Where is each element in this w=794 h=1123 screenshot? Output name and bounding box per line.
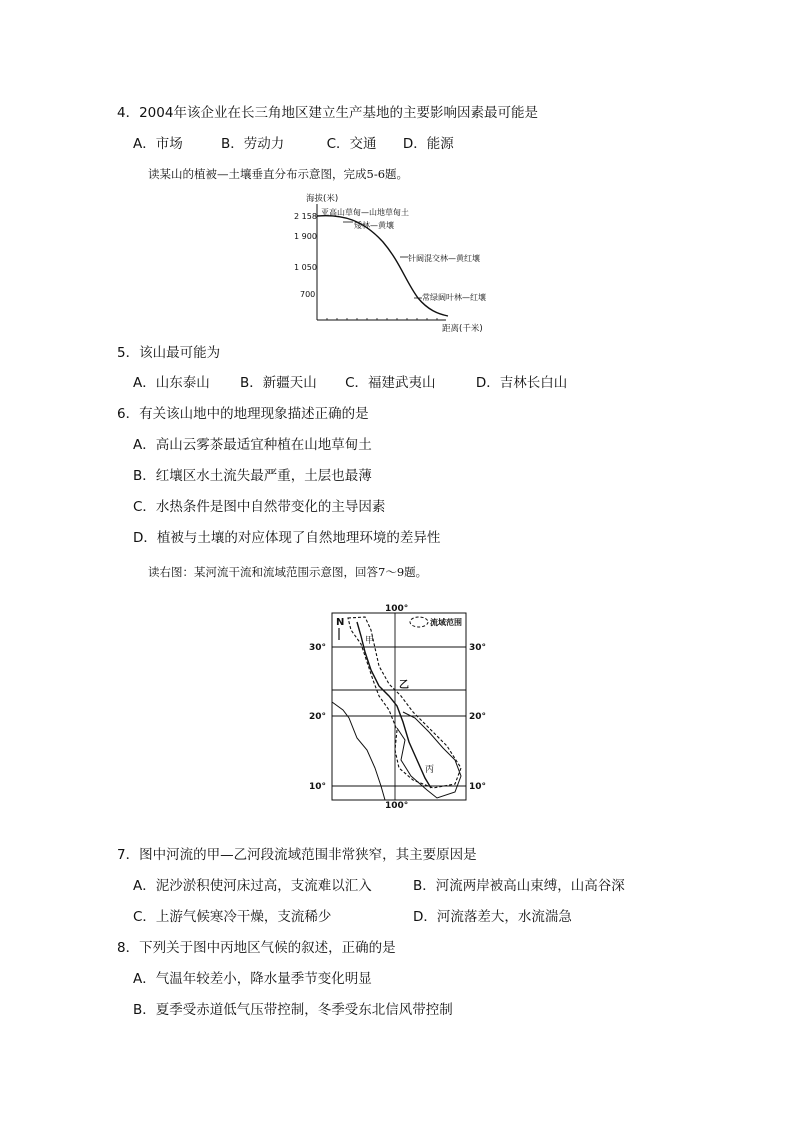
- place-jia: 甲: [365, 636, 375, 646]
- question-8-option-b: B．夏季受赤道低气压带控制，冬季受东北信风带控制: [133, 1002, 453, 1018]
- option-c: C．福建武夷山: [345, 375, 436, 391]
- lead-text-5-6: 读某山的植被—土壤垂直分布示意图，完成5-6题。: [148, 167, 409, 181]
- question-7-option-a: A．泥沙淤积使河床过高，支流难以汇入: [133, 878, 372, 894]
- question-8-stem: 8．下列关于图中丙地区气候的叙述，正确的是: [117, 940, 396, 956]
- zone-dwarf-forest: 矮林—黄壤: [354, 221, 394, 230]
- north-arrow-label: N: [336, 617, 345, 628]
- lead-text-7-9: 读右图：某河流干流和流域范围示意图，回答7～9题。: [148, 565, 428, 579]
- question-6-option-a: A．高山云雾茶最适宜种植在山地草甸土: [133, 437, 372, 453]
- tick-1050: 1 050: [294, 263, 317, 272]
- zone-evergreen-forest: 常绿阔叶林—红壤: [422, 293, 486, 302]
- question-8-option-a: A．气温年较差小，降水量季节变化明显: [133, 971, 372, 987]
- tick-700: 700: [300, 290, 316, 299]
- zone-subalpine-meadow: 亚高山草甸—山地草甸土: [321, 208, 409, 217]
- vegetation-soil-profile-figure: [288, 190, 498, 335]
- option-b: B．劳动力: [221, 136, 285, 152]
- lat-label-20-left: 20°: [309, 712, 327, 722]
- place-bing: 丙: [425, 765, 435, 775]
- option-d: D．吉林长白山: [475, 375, 568, 391]
- question-4-options: [133, 135, 454, 153]
- question-7-option-d: D．河流落差大，水流湍急: [413, 909, 572, 925]
- question-6-option-d: D．植被与土壤的对应体现了自然地理环境的差异性: [133, 530, 441, 546]
- option-c: C．交通: [326, 136, 377, 152]
- x-axis-label: 距离(千米): [442, 324, 483, 334]
- option-d: D．能源: [402, 136, 454, 152]
- question-5-options: [133, 374, 567, 392]
- question-6-stem: 6．有关该山地中的地理现象描述正确的是: [117, 406, 369, 422]
- lat-label-10-right: 10°: [469, 782, 487, 792]
- tick-1900: 1 900: [294, 232, 317, 241]
- question-7-option-b: B．河流两岸被高山束缚，山高谷深: [413, 878, 625, 894]
- option-a: A．市场: [133, 136, 183, 152]
- question-7-stem: 7．图中河流的甲—乙河段流域范围非常狭窄，其主要原因是: [117, 847, 477, 863]
- legend-label: 流域范围: [430, 618, 462, 627]
- lat-label-30-left: 30°: [309, 643, 327, 653]
- zone-mixed-forest: 针阔混交林—黄红壤: [408, 254, 480, 263]
- lat-label-20-right: 20°: [469, 712, 487, 722]
- map-frame: [332, 613, 466, 800]
- river-basin-map: [305, 600, 490, 810]
- place-yi: 乙: [399, 680, 409, 691]
- lat-label-10-left: 10°: [309, 782, 327, 792]
- y-axis-label: 海拔(米): [306, 194, 339, 204]
- lon-label-bottom: 100°: [385, 801, 409, 810]
- lat-label-30-right: 30°: [469, 643, 487, 653]
- tick-2158: 2 158: [294, 212, 317, 221]
- option-a: A．山东泰山: [133, 375, 210, 391]
- question-5-stem: 5．该山最可能为: [117, 345, 221, 361]
- legend-dashed-swatch: [410, 617, 428, 627]
- option-b: B．新疆天山: [240, 375, 317, 391]
- question-6-option-b: B．红壤区水土流失最严重，土层也最薄: [133, 468, 372, 484]
- question-4-stem: 4．2004年该企业在长三角地区建立生产基地的主要影响因素最可能是: [117, 105, 538, 121]
- question-6-option-c: C．水热条件是图中自然带变化的主导因素: [133, 499, 386, 515]
- coastline: [332, 702, 461, 800]
- lon-label-top: 100°: [385, 604, 409, 614]
- question-7-option-c: C．上游气候寒冷干燥，支流稀少: [133, 909, 332, 925]
